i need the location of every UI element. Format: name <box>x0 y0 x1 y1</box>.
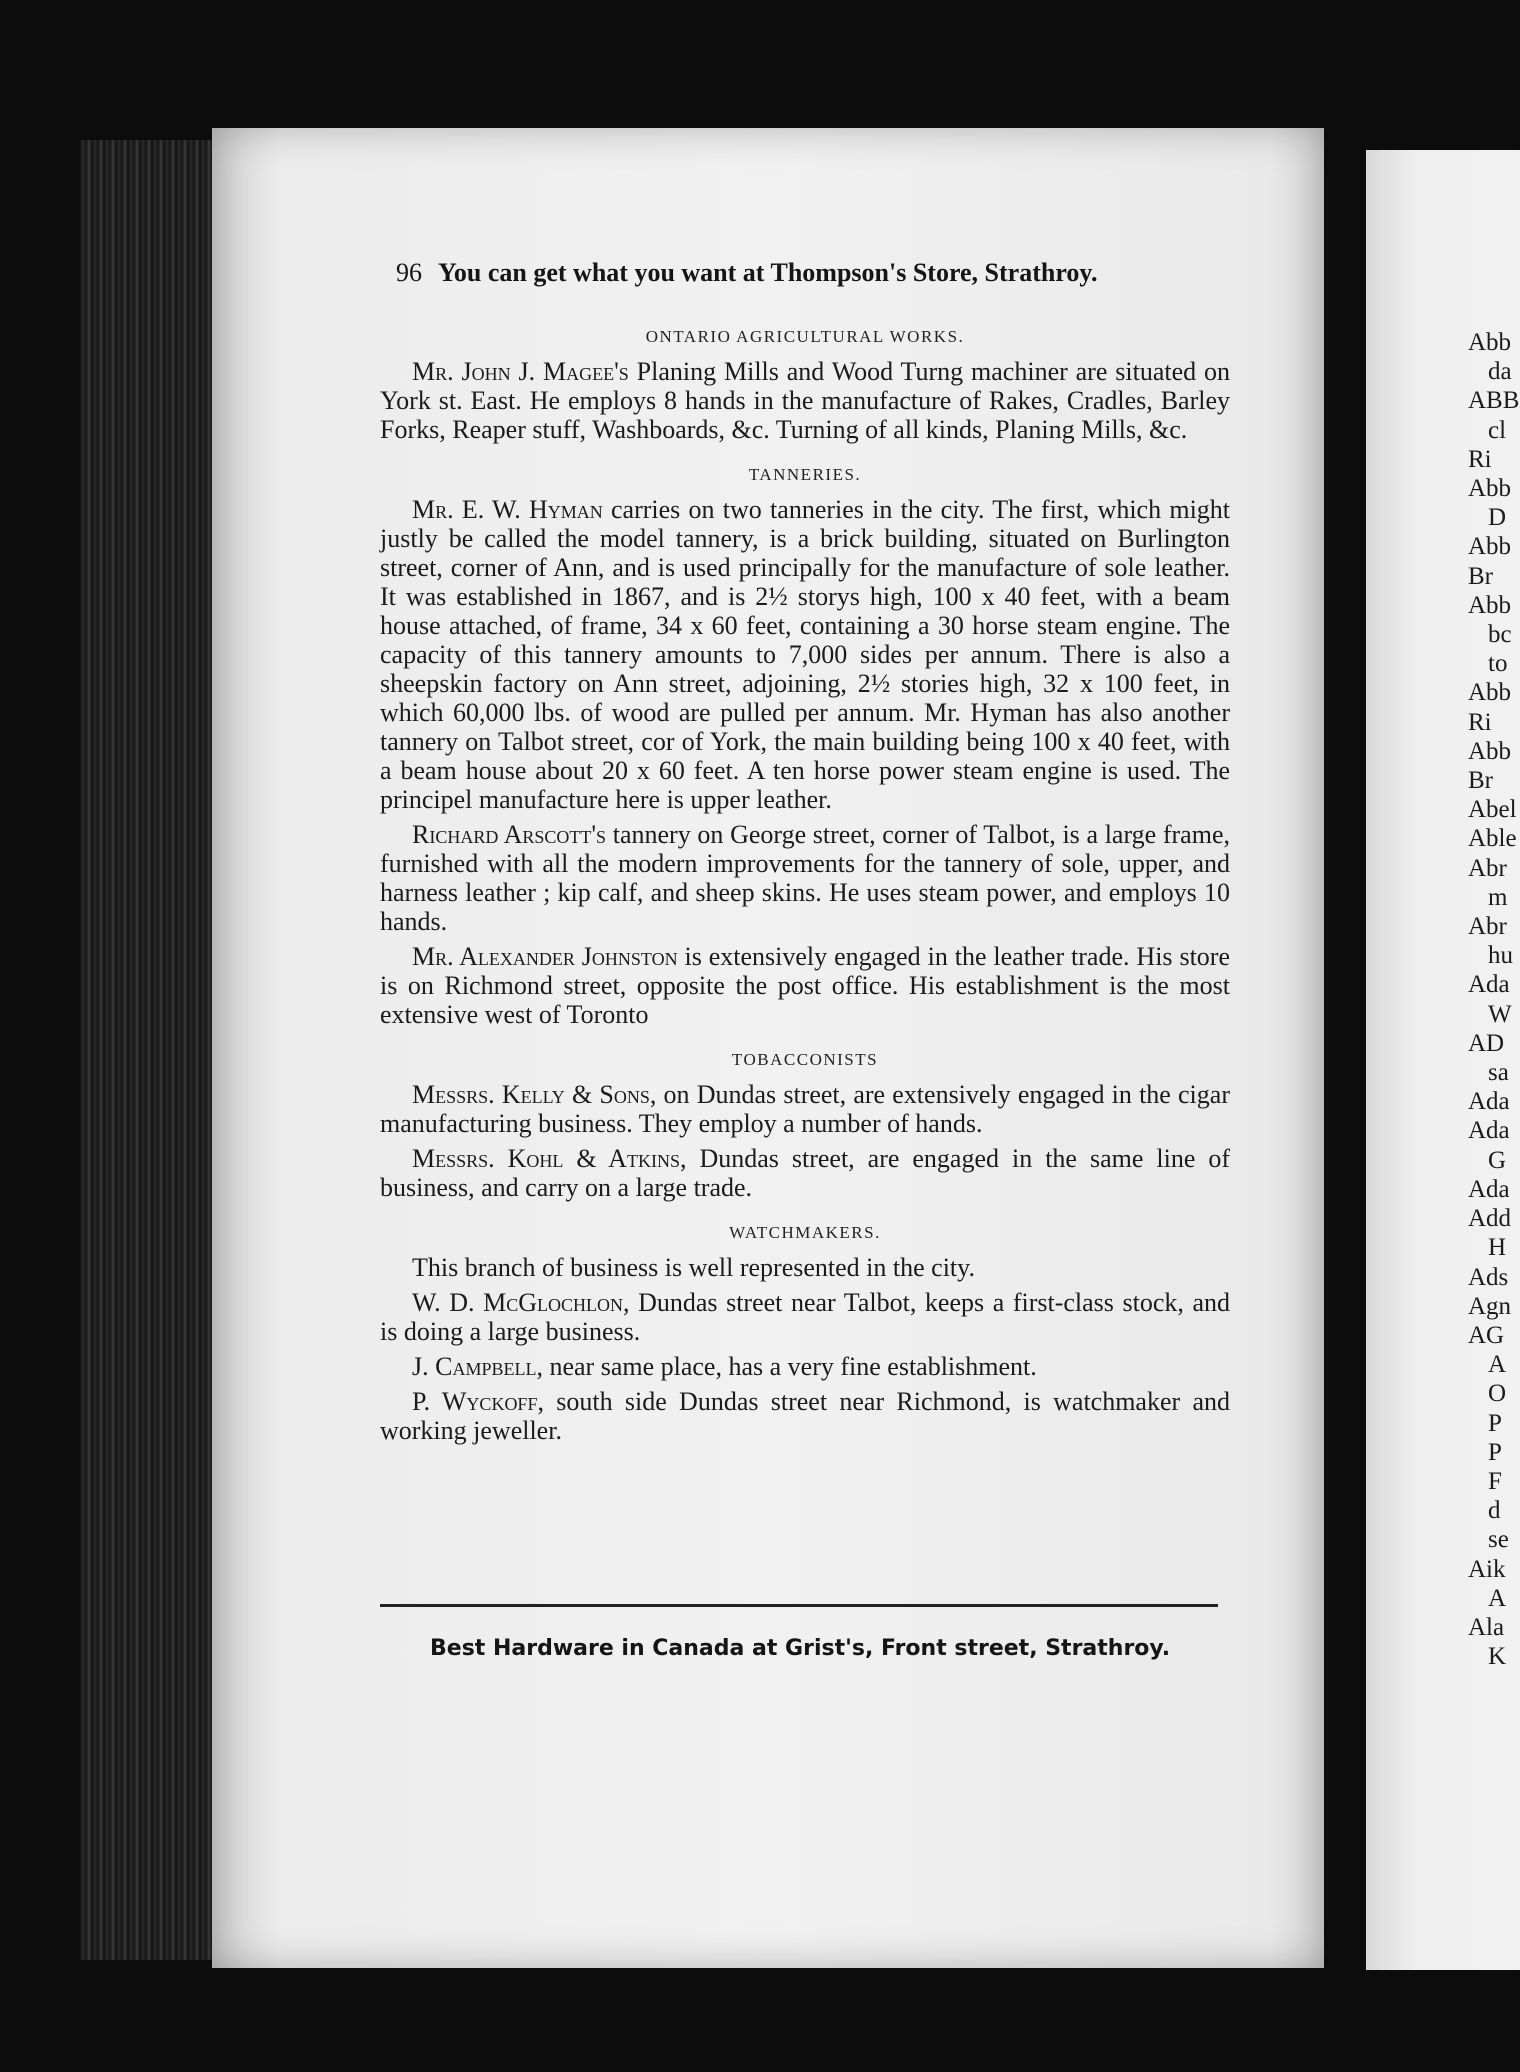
index-fragment: m <box>1488 883 1508 911</box>
facing-page-index-fragments <box>1468 328 1520 1671</box>
index-fragment: Abb <box>1468 679 1512 707</box>
index-fragment: hu <box>1488 942 1513 970</box>
index-fragment: AG <box>1468 1321 1505 1349</box>
paragraph-text: Dundas street near Talbot, keeps a first-class stock, and is doing a large business. <box>380 1288 1230 1346</box>
index-fragment: Br <box>1468 562 1493 590</box>
index-fragment: Ada <box>1468 1117 1510 1145</box>
index-fragment: F <box>1488 1467 1502 1495</box>
paragraph <box>380 357 1230 444</box>
paragraph <box>380 1288 1230 1346</box>
index-fragment: Abel <box>1468 796 1517 824</box>
paragraph-lead: Mr. Alexander Johnston <box>412 942 678 971</box>
index-fragment: P <box>1488 1409 1502 1437</box>
index-fragment: da <box>1488 358 1512 386</box>
paragraph-text: This branch of business is well represented in the city. <box>412 1253 975 1282</box>
index-fragment: P <box>1488 1438 1502 1466</box>
index-fragment: Ri <box>1468 445 1492 473</box>
running-head-text: You can get what you want at Thompson's Store, Strathroy. <box>438 258 1098 287</box>
paragraph <box>380 1253 1230 1282</box>
paragraph <box>380 1387 1230 1445</box>
index-fragment: Able <box>1468 825 1517 853</box>
page-body <box>380 322 1230 1451</box>
footer-advert: Best Hardware in Canada at Grist's, Front street, Strathroy. <box>430 1636 1171 1661</box>
running-head <box>396 258 1176 288</box>
index-fragment: to <box>1488 650 1508 678</box>
index-fragment: d <box>1488 1497 1501 1525</box>
index-fragment: Abb <box>1468 737 1512 765</box>
paragraph <box>380 1352 1230 1381</box>
index-fragment: H <box>1488 1234 1507 1262</box>
section-heading: TANNERIES. <box>748 465 862 484</box>
index-fragment: Ri <box>1468 708 1492 736</box>
index-fragment: Ada <box>1468 971 1510 999</box>
paragraph-text: near same place, has a very fine establishment. <box>542 1352 1037 1381</box>
paragraph-text: tannery on George street, corner of Talbot, is a large frame, furnished with all the modern improvements for the tannery of sole, upper, and harness leather ; kip calf, and sheep skins. He uses steam power, and employs 10 hands. <box>380 820 1230 936</box>
index-fragment: Aik <box>1468 1555 1506 1583</box>
index-fragment: Ada <box>1468 1088 1510 1116</box>
paragraph-lead: Messrs. Kelly & Sons, <box>412 1080 657 1109</box>
section-heading: ONTARIO AGRICULTURAL WORKS. <box>645 327 965 346</box>
index-fragment: G <box>1488 1146 1507 1174</box>
paragraph <box>380 495 1230 814</box>
footer-rule <box>380 1604 1218 1607</box>
paragraph-lead: J. Campbell, <box>412 1352 543 1381</box>
index-fragment: W <box>1488 1000 1512 1028</box>
paragraph-lead: Mr. John J. Magee's <box>412 357 629 386</box>
index-fragment: Abr <box>1468 913 1507 941</box>
index-fragment: Ada <box>1468 1175 1510 1203</box>
paragraph-lead: Messrs. Kohl & Atkins, <box>412 1144 687 1173</box>
index-fragment: Abb <box>1468 591 1512 619</box>
paragraph-text: Dundas street, are engaged in the same line of business, and carry on a large trade. <box>380 1144 1230 1202</box>
index-fragment: Abb <box>1468 475 1512 503</box>
index-fragment: K <box>1488 1643 1507 1671</box>
index-fragment: cl <box>1488 416 1507 444</box>
paragraph-lead: P. Wyckoff, <box>412 1387 544 1416</box>
index-fragment: sa <box>1488 1059 1509 1087</box>
page-number: 96 <box>396 258 422 287</box>
paragraph-text: south side Dundas street near Richmond, is watchmaker and working jeweller. <box>380 1387 1230 1445</box>
paragraph <box>380 1080 1230 1138</box>
paragraph-text: Planing Mills and Wood Turng machiner are situated on York st. East. He employs 8 hands in the manufacture of Rakes, Cradles, Barley Forks, Reaper stuff, Washboards, &c. Turning of all kinds, Planing Mills, &c. <box>380 357 1230 444</box>
paragraph-lead: Mr. E. W. Hyman <box>412 495 603 524</box>
index-fragment: Ala <box>1468 1613 1505 1641</box>
paragraph-lead: W. D. McGlochlon, <box>412 1288 630 1317</box>
paragraph <box>380 942 1230 1029</box>
index-fragment: Abr <box>1468 854 1507 882</box>
book-spine-edge <box>80 140 220 1960</box>
index-fragment: se <box>1488 1526 1509 1554</box>
index-fragment: A <box>1488 1584 1507 1612</box>
paragraph <box>380 820 1230 936</box>
paragraph-text: is extensively engaged in the leather trade. His store is on Richmond street, opposite the post office. His establishment is the most extensive west of Toronto <box>380 942 1230 1029</box>
index-fragment: Abb <box>1468 533 1512 561</box>
index-fragment: Br <box>1468 767 1493 795</box>
index-fragment: Add <box>1468 1205 1512 1233</box>
index-fragment: O <box>1488 1380 1507 1408</box>
index-fragment: Abb <box>1468 329 1512 356</box>
section-heading: TOBACCONISTS <box>731 1050 879 1069</box>
index-fragment: Ads <box>1468 1263 1509 1291</box>
index-fragment: bc <box>1488 621 1512 649</box>
index-fragment: A <box>1488 1351 1507 1379</box>
index-fragment: Agn <box>1468 1292 1512 1320</box>
paragraph <box>380 1144 1230 1202</box>
paragraph-lead: Richard Arscott's <box>412 820 607 849</box>
section-heading: WATCHMAKERS. <box>729 1223 881 1242</box>
paragraph-text: on Dundas street, are extensively engaged in the cigar manufacturing business. They employ a number of hands. <box>380 1080 1230 1138</box>
index-fragment: AD <box>1468 1029 1505 1057</box>
index-fragment: ABB <box>1468 387 1520 415</box>
index-fragment: D <box>1488 504 1507 532</box>
paragraph-text: carries on two tanneries in the city. The first, which might justly be called the model tannery, is a brick building, situated on Burlington street, corner of Ann, and is used principally for the manufacture of sole leather. It was established in 1867, and is 2½ storys high, 100 x 40 feet, with a beam house attached, of frame, 34 x 60 feet, containing a 30 horse steam engine. The capacity of this tannery amounts to 7,000 sides per annum. There is also a sheepskin factory on Ann street, adjoining, 2½ stories high, 32 x 100 feet, in which 60,000 lbs. of wood are pulled per annum. Mr. Hyman has also another tannery on Talbot street, cor of York, the main building being 100 x 40 feet, with a beam house about 20 x 60 feet. A ten horse power steam engine is used. The principel manufacture here is upper leather. <box>380 495 1231 814</box>
